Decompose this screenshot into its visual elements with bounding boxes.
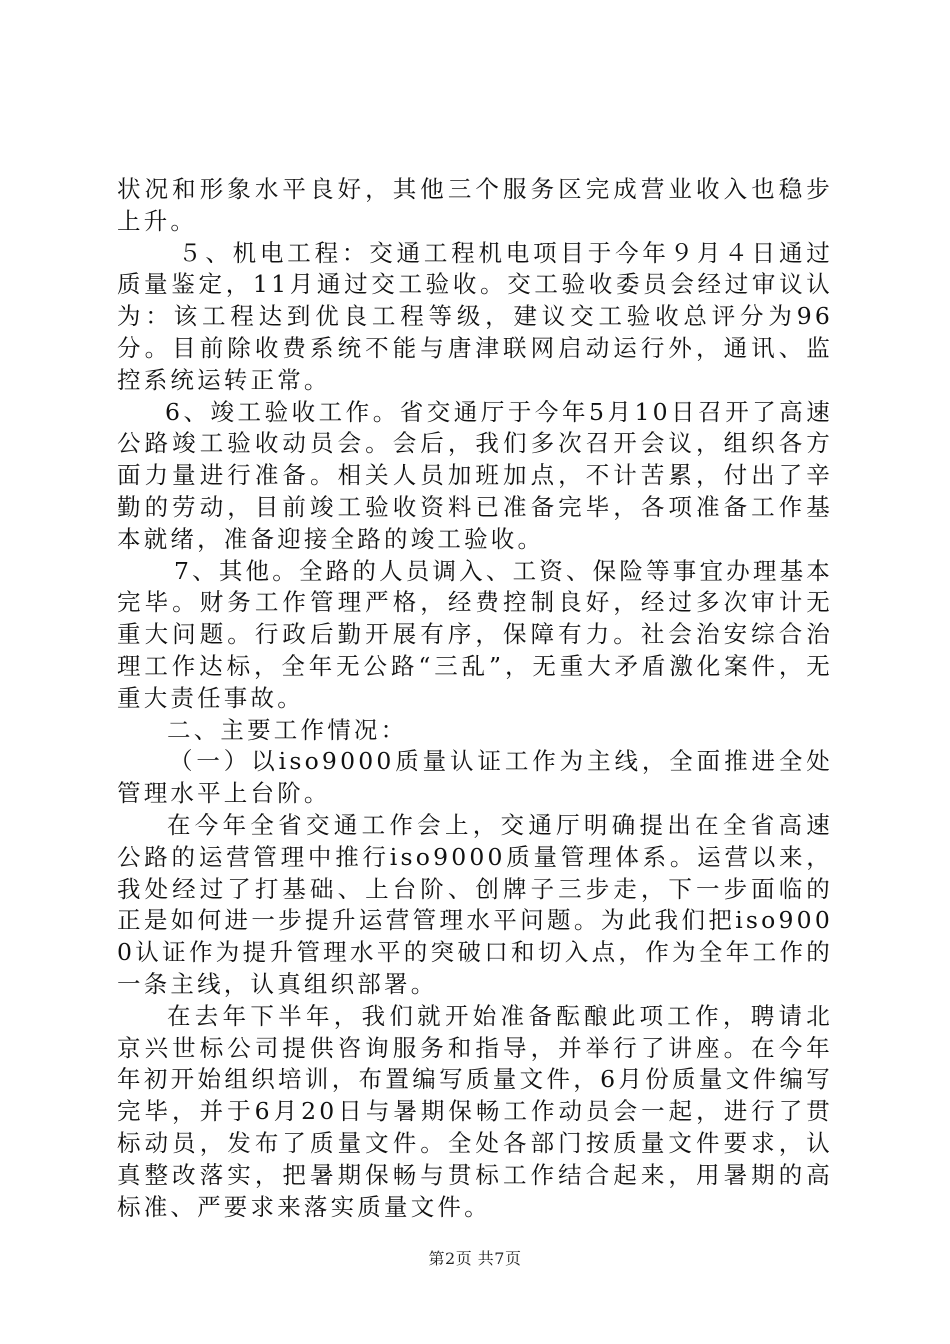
paragraph-completion-acceptance: 6、竣工验收工作。省交通厅于今年5月10日召开了高速公路竣工验收动员会。会后，我们多次召开会议，组织各方面力量进行准备。相关人员加班加点，不计苦累，付出了辛勤的劳动，目前竣工验收资料已准备完毕，各项准备工作基本就绪，准备迎接全路的竣工验收。 (117, 397, 833, 553)
paragraph-electromechanical: ５、机电工程：交通工程机电项目于今年９月４日通过质量鉴定，11月通过交工验收。交工验收委员会经过审议认为：该工程达到优良工程等级，建议交工验收总评分为96分。目前除收费系统不能与唐津联网启动运行外，通讯、监控系统运转正常。 (117, 238, 833, 394)
section-heading-main-work: 二、主要工作情况： (167, 715, 408, 744)
paragraph-other: 7、其他。全路的人员调入、工资、保险等事宜办理基本完毕。财务工作管理严格，经费控制良好，经过多次审计无重大问题。行政后勤开展有序，保障有力。社会治安综合治理工作达标，全年无公路“三乱”，无重大矛盾激化案件，无重大责任事故。 (117, 556, 833, 712)
document-body (117, 174, 833, 1223)
paragraph-iso-background: 在今年全省交通工作会上，交通厅明确提出在全省高速公路的运营管理中推行iso9000质量管理体系。运营以来，我处经过了打基础、上台阶、创牌子三步走，下一步面临的正是如何进一步提升运营管理水平问题。为此我们把iso9000认证作为提升管理水平的突破口和切入点，作为全年工作的一条主线，认真组织部署。 (117, 810, 833, 998)
paragraph-service-area: 状况和形象水平良好，其他三个服务区完成营业收入也稳步上升。 (117, 175, 833, 235)
page-number-footer: 第2页 共7页 (428, 1249, 522, 1268)
subsection-heading-iso9000: （一）以iso9000质量认证工作为主线，全面推进全处管理水平上台阶。 (117, 747, 833, 808)
paragraph-iso-preparation: 在去年下半年，我们就开始准备酝酿此项工作，聘请北京兴世标公司提供咨询服务和指导，并举行了讲座。在今年年初开始组织培训，布置编写质量文件，6月份质量文件编写完毕，并于6月20日与暑期保畅工作动员会一起，进行了贯标动员，发布了质量文件。全处各部门按质量文件要求，认真整改落实，把暑期保畅与贯标工作结合起来，用暑期的高标准、严要求来落实质量文件。 (117, 1001, 833, 1221)
